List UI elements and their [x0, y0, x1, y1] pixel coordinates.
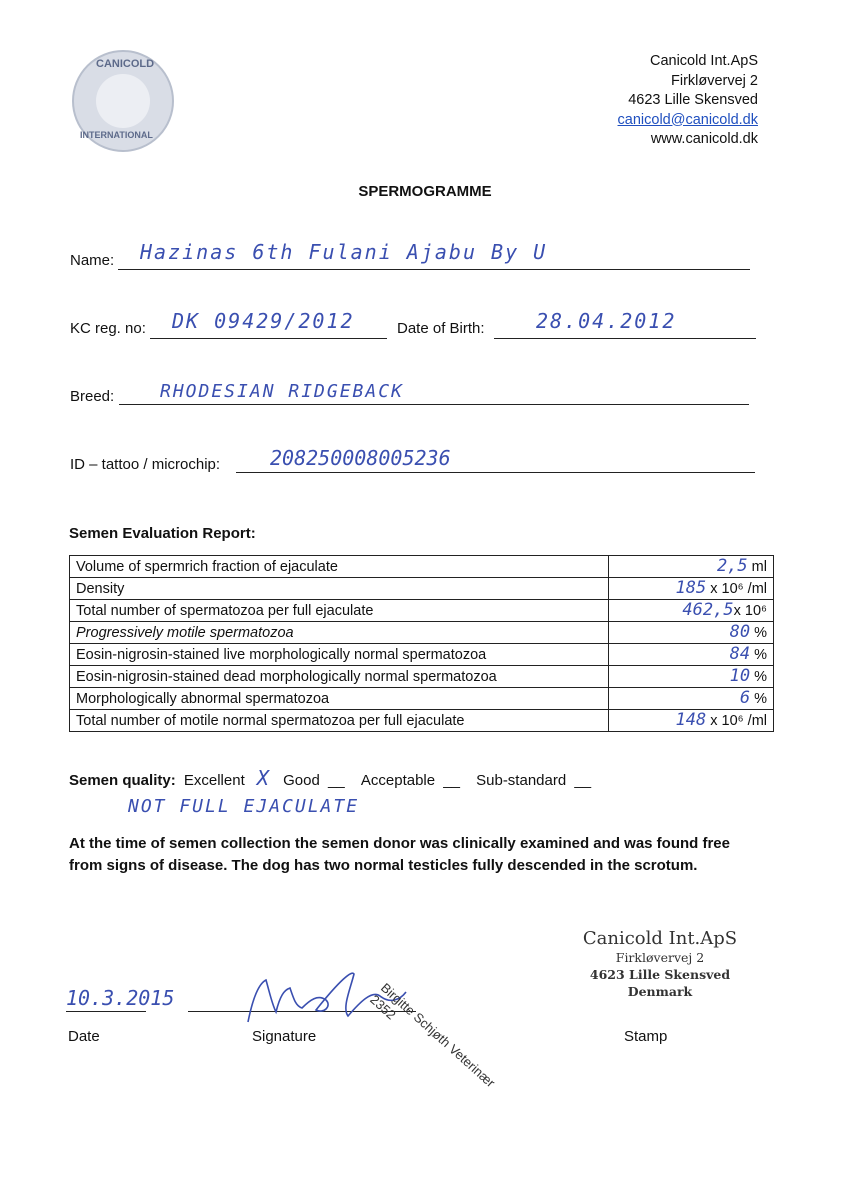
logo-bottom-text: INTERNATIONAL — [80, 130, 153, 140]
quality-label: Semen quality: — [69, 772, 176, 789]
dob-line — [494, 337, 756, 339]
report-row — [70, 710, 774, 732]
report-row-value: 84 — [729, 644, 751, 664]
report-row — [70, 666, 774, 688]
report-row — [70, 578, 774, 600]
report-row-value-cell — [609, 600, 774, 622]
report-row-unit: % — [750, 647, 767, 663]
quality-substandard: Sub-standard — [476, 772, 567, 789]
report-row-value: 148 — [675, 710, 707, 730]
report-row-value: 10 — [729, 666, 751, 686]
breed-line — [119, 403, 749, 405]
name-line — [118, 268, 750, 270]
report-row-unit: x 10⁶ /ml — [706, 713, 767, 729]
report-heading: Semen Evaluation Report: — [69, 525, 256, 542]
semen-report-table — [69, 555, 774, 732]
company-web: www.canicold.dk — [650, 131, 758, 147]
report-row-label: Progressively motile spermatozoa — [70, 622, 609, 644]
report-row — [70, 688, 774, 710]
report-row-value-cell — [609, 644, 774, 666]
stamp-label: Stamp — [624, 1028, 668, 1045]
report-row-value-cell — [609, 622, 774, 644]
report-row-value: 6 — [739, 688, 751, 708]
quality-good: Good — [283, 772, 320, 789]
report-row-value-cell — [609, 666, 774, 688]
stamp-name: Canicold Int.ApS — [582, 928, 738, 949]
logo-top-text: CANICOLD — [96, 58, 155, 70]
excellent-mark: X — [256, 766, 269, 790]
report-row-value-cell — [609, 578, 774, 600]
report-row-value-cell — [609, 688, 774, 710]
report-row-value: 185 — [675, 578, 707, 598]
report-row-value: 80 — [729, 622, 751, 642]
dob-value: 28.04.2012 — [536, 309, 677, 333]
report-row — [70, 644, 774, 666]
report-row-value-cell — [609, 710, 774, 732]
report-row-label: Volume of spermrich fraction of ejaculate — [70, 556, 609, 578]
report-row — [70, 556, 774, 578]
stamp-country: Denmark — [627, 984, 693, 999]
breed-label: Breed: — [70, 388, 115, 405]
date-label: Date — [68, 1028, 100, 1045]
clinical-statement: At the time of semen collection the semen donor was clinically examined and was found free from signs of disease. The dog has two normal testicles fully descended in the scrotum. — [69, 835, 730, 874]
kc-value: DK 09429/2012 — [172, 309, 355, 333]
kc-line — [150, 337, 387, 339]
canicold-logo — [72, 50, 174, 152]
dob-label: Date of Birth: — [397, 320, 485, 337]
report-row — [70, 600, 774, 622]
kc-label: KC reg. no: — [70, 320, 146, 337]
report-row-value: 462,5 — [682, 600, 734, 620]
report-row-value: 2,5 — [716, 556, 748, 576]
report-row-label: Total number of motile normal spermatozoa per full ejaculate — [70, 710, 609, 732]
report-row-label: Morphologically abnormal spermatozoa — [70, 688, 609, 710]
report-row-unit: ml — [747, 559, 767, 575]
acceptable-blank: __ — [443, 772, 460, 789]
report-row — [70, 622, 774, 644]
report-row-unit: % — [750, 669, 767, 685]
page-title: SPERMOGRAMME — [358, 183, 492, 200]
semen-quality-line — [69, 766, 591, 790]
report-row-label: Density — [70, 578, 609, 600]
quality-note: NOT FULL EJACULATE — [128, 796, 360, 817]
report-row-unit: % — [750, 625, 767, 641]
report-row-label: Total number of spermatozoa per full ejaculate — [70, 600, 609, 622]
id-value: 208250008005236 — [270, 446, 451, 470]
good-blank: __ — [328, 772, 345, 789]
company-street: Firkløvervej 2 — [670, 72, 758, 89]
breed-value: RHODESIAN RIDGEBACK — [160, 381, 404, 402]
report-row-unit: x 10⁶ /ml — [706, 581, 767, 597]
dogs-icon — [96, 74, 150, 128]
name-value: Hazinas 6th Fulani Ajabu By U — [140, 240, 548, 264]
name-label: Name: — [70, 252, 115, 269]
company-stamp — [560, 928, 760, 1000]
id-line — [236, 471, 755, 473]
company-address — [618, 52, 758, 150]
vet-stamp: Birgitte Schjøth Veterinær 2352 — [367, 980, 499, 1091]
stamp-street: Firkløvervej 2 — [615, 950, 705, 965]
date-value: 10.3.2015 — [66, 986, 175, 1010]
report-row-label: Eosin-nigrosin-stained live morphologically normal spermatozoa — [70, 644, 609, 666]
company-email-link[interactable]: canicold@canicold.dk — [617, 111, 758, 128]
date-line — [66, 1010, 146, 1012]
report-row-unit: % — [750, 691, 767, 707]
report-row-unit: x 10⁶ — [733, 603, 767, 619]
company-name: Canicold Int.ApS — [649, 53, 758, 69]
id-label: ID – tattoo / microchip: — [70, 456, 221, 473]
quality-acceptable: Acceptable — [360, 772, 436, 789]
signature-label: Signature — [252, 1028, 317, 1045]
quality-excellent: Excellent — [183, 772, 245, 789]
report-row-value-cell — [609, 556, 774, 578]
stamp-city: 4623 Lille Skensved — [589, 967, 731, 982]
report-row-label: Eosin-nigrosin-stained dead morphologically normal spermatozoa — [70, 666, 609, 688]
substandard-blank: __ — [574, 772, 592, 789]
company-city: 4623 Lille Skensved — [628, 92, 758, 108]
